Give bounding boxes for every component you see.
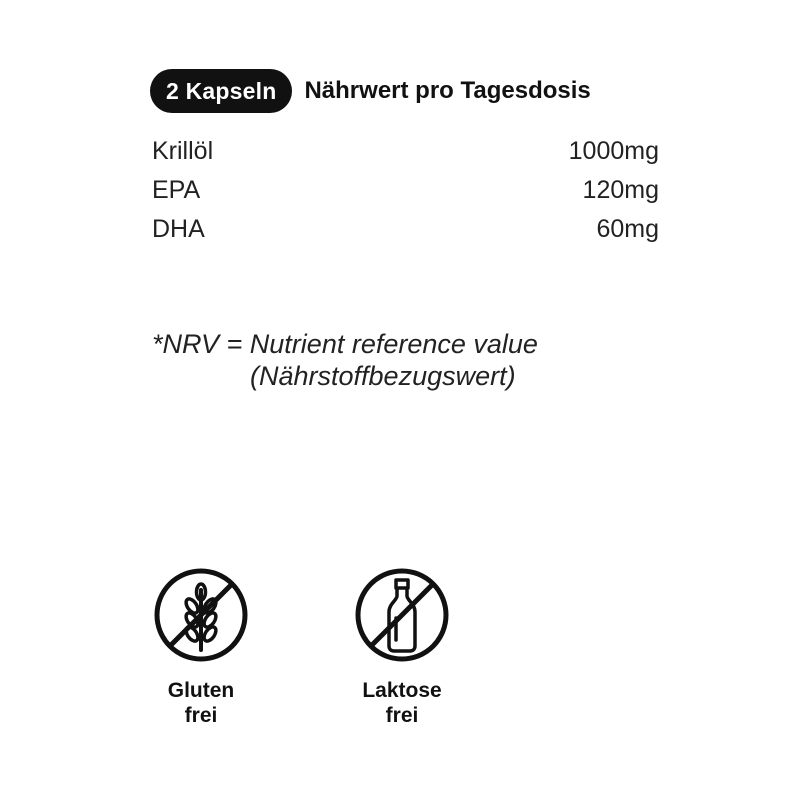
badge-label-line-1: Laktose <box>362 679 442 702</box>
lactose-free-label <box>342 678 462 728</box>
footnote-line-2: (Nährstoffbezugswert) <box>250 361 516 391</box>
capsule-count-pill: 2 Kapseln <box>150 69 292 113</box>
nrv-footnote <box>152 328 622 392</box>
nutrient-name: Krillöl <box>152 137 214 165</box>
nutrient-row <box>152 210 659 249</box>
nutrient-name: EPA <box>152 176 201 204</box>
nutrient-name: DHA <box>152 215 205 243</box>
nutrient-row <box>152 132 659 171</box>
gluten-free-badge <box>141 566 261 728</box>
badge-label-line-1: Gluten <box>167 679 235 702</box>
nutrient-value: 60mg <box>596 215 659 243</box>
lactose-free-icon <box>353 566 451 664</box>
gluten-free-icon <box>152 566 250 664</box>
badge-label-line-2: frei <box>184 704 218 727</box>
badge-label-line-2: frei <box>385 704 419 727</box>
dosage-header <box>150 68 591 114</box>
nutrient-row <box>152 171 659 210</box>
nutrient-value: 120mg <box>582 176 659 204</box>
gluten-free-label <box>141 678 261 728</box>
nutrient-value: 1000mg <box>568 137 659 165</box>
nutrition-title: Nährwert pro Tagesdosis <box>304 77 591 104</box>
footnote-line-1: *NRV = Nutrient reference value <box>152 329 538 359</box>
nutrient-table <box>152 132 659 249</box>
lactose-free-badge <box>342 566 462 728</box>
